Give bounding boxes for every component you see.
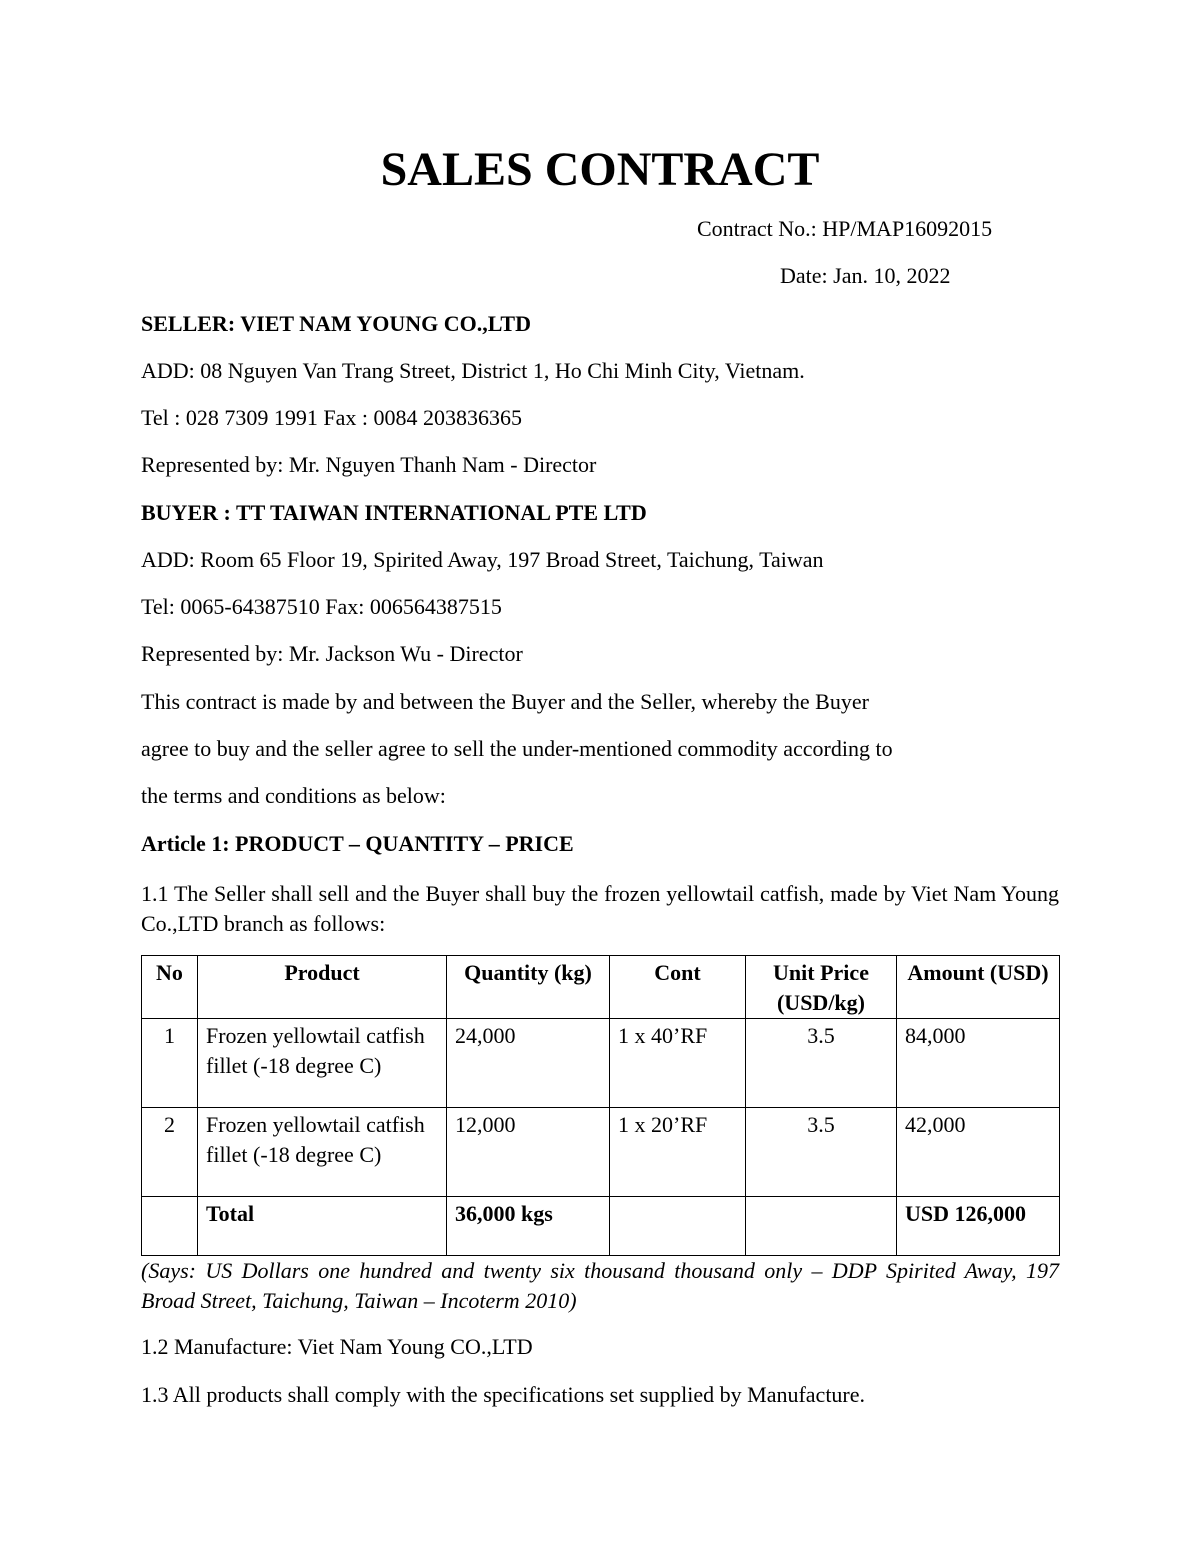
article-1-2-text: 1.2 Manufacture: Viet Nam Young CO.,LTD — [141, 1334, 533, 1359]
header-product: Product — [198, 956, 447, 1019]
row-unit-price: 3.5 — [746, 1019, 897, 1108]
header-cont: Cont — [610, 956, 746, 1019]
row-amount: 84,000 — [897, 1019, 1060, 1108]
seller-represented: Represented by: Mr. Nguyen Thanh Nam - Director — [141, 452, 597, 477]
amount-in-words: (Says: US Dollars one hundred and twenty six thousand thousand only – DDP Spirited Away, 197 Broad Street, Taichung, Taiwan – Incoterm 2010) — [141, 1258, 1059, 1313]
header-unit-price: Unit Price (USD/kg) — [746, 956, 897, 1019]
row-product: Frozen yellowtail catfish fillet (-18 degree C) — [198, 1019, 447, 1108]
article-1-3-text: 1.3 All products shall comply with the specifications set supplied by Manufacture. — [141, 1382, 866, 1407]
row-amount: 42,000 — [897, 1108, 1060, 1197]
total-no — [142, 1197, 198, 1256]
buyer-address: ADD: Room 65 Floor 19, Spirited Away, 197 Broad Street, Taichung, Taiwan — [141, 547, 824, 572]
row-no: 2 — [142, 1108, 198, 1197]
seller-tel: Tel : 028 7309 1991 Fax : 0084 203836365 — [141, 405, 523, 430]
header-amount: Amount (USD) — [897, 956, 1060, 1019]
intro-line-2: agree to buy and the seller agree to sell the under-mentioned commodity according to — [141, 736, 893, 761]
contract-date: Date: Jan. 10, 2022 — [780, 263, 951, 288]
contract-number: Contract No.: HP/MAP16092015 — [697, 216, 993, 241]
table-row — [142, 1019, 1060, 1108]
row-unit-price: 3.5 — [746, 1108, 897, 1197]
buyer-represented: Represented by: Mr. Jackson Wu - Director — [141, 641, 523, 666]
article-1-heading: Article 1: PRODUCT – QUANTITY – PRICE — [141, 831, 574, 856]
row-no: 1 — [142, 1019, 198, 1108]
seller-heading: SELLER: VIET NAM YOUNG CO.,LTD — [141, 311, 531, 336]
row-cont: 1 x 40’RF — [610, 1019, 746, 1108]
product-table — [141, 955, 1060, 1256]
intro-line-1: This contract is made by and between the Buyer and the Seller, whereby the Buyer — [141, 689, 869, 714]
buyer-heading: BUYER : TT TAIWAN INTERNATIONAL PTE LTD — [141, 500, 647, 525]
row-product: Frozen yellowtail catfish fillet (-18 degree C) — [198, 1108, 447, 1197]
article-1-1-text: 1.1 The Seller shall sell and the Buyer shall buy the frozen yellowtail catfish, made by Viet Nam Young Co.,LTD branch as follows: — [141, 881, 1059, 936]
total-amount: USD 126,000 — [897, 1197, 1060, 1256]
total-unit-price — [746, 1197, 897, 1256]
table-total-row — [142, 1197, 1060, 1256]
buyer-tel: Tel: 0065-64387510 Fax: 006564387515 — [141, 594, 502, 619]
row-quantity: 24,000 — [447, 1019, 610, 1108]
header-no: No — [142, 956, 198, 1019]
row-quantity: 12,000 — [447, 1108, 610, 1197]
row-cont: 1 x 20’RF — [610, 1108, 746, 1197]
table-row — [142, 1108, 1060, 1197]
total-label: Total — [198, 1197, 447, 1256]
seller-address: ADD: 08 Nguyen Van Trang Street, District 1, Ho Chi Minh City, Vietnam. — [141, 358, 805, 383]
intro-line-3: the terms and conditions as below: — [141, 783, 446, 808]
document-title: SALES CONTRACT — [380, 143, 820, 196]
total-cont — [610, 1197, 746, 1256]
header-quantity: Quantity (kg) — [447, 956, 610, 1019]
total-quantity: 36,000 kgs — [447, 1197, 610, 1256]
table-header-row — [142, 956, 1060, 1019]
